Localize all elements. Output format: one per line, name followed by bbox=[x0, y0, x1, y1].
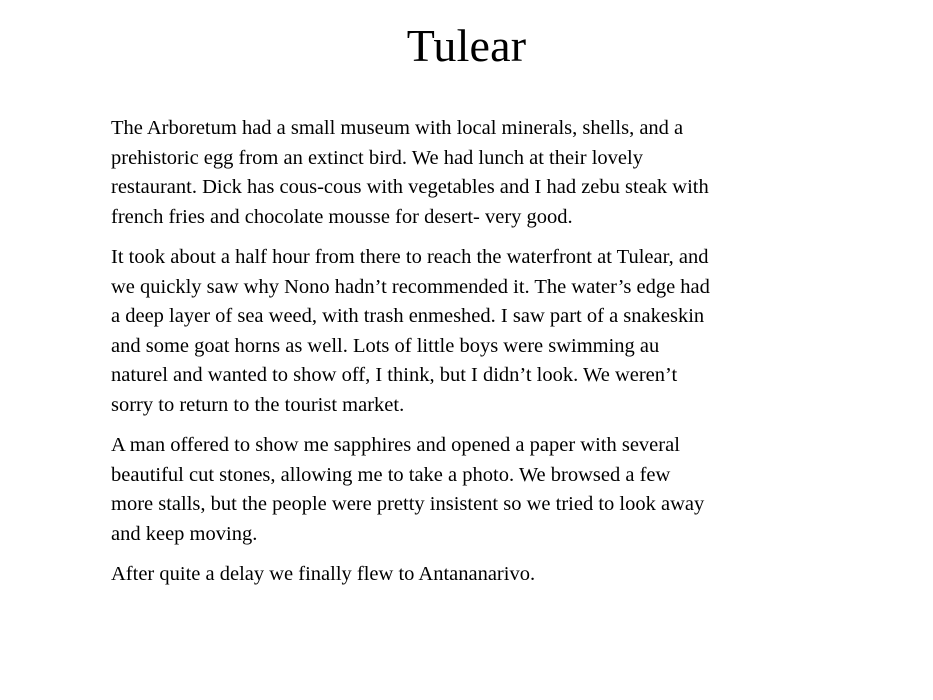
text-line: prehistoric egg from an extinct bird. We had lunch at their lovely bbox=[111, 146, 643, 169]
paragraph-arboretum bbox=[111, 114, 846, 232]
text-line: It took about a half hour from there to reach the waterfront at Tulear, and bbox=[111, 246, 709, 268]
page-title: Tulear bbox=[406, 20, 527, 71]
text-line: A man offered to show me sapphires and opened a paper with several bbox=[111, 434, 680, 456]
text-line: and keep moving. bbox=[111, 522, 258, 545]
text-line: more stalls, but the people were pretty insistent so we tried to look away bbox=[111, 493, 705, 515]
text-line: restaurant. Dick has cous-cous with vegetables and I had zebu steak with bbox=[111, 176, 709, 198]
text-line: and some goat horns as well. Lots of little boys were swimming au bbox=[111, 334, 660, 357]
text-line: french fries and chocolate mousse for desert- very good. bbox=[111, 205, 573, 228]
paragraph-flight bbox=[111, 560, 846, 590]
text-line: After quite a delay we finally flew to Antananarivo. bbox=[111, 563, 536, 585]
paragraph-waterfront bbox=[111, 243, 846, 420]
text-line: sorry to return to the tourist market. bbox=[111, 393, 405, 416]
text-line: The Arboretum had a small museum with local minerals, shells, and a bbox=[111, 117, 684, 139]
text-line: beautiful cut stones, allowing me to take a photo. We browsed a few bbox=[111, 463, 671, 486]
text-line: we quickly saw why Nono hadn’t recommended it. The water’s edge had bbox=[111, 275, 710, 298]
text-line: a deep layer of sea weed, with trash enmeshed. I saw part of a snakeskin bbox=[111, 305, 705, 327]
text-line: naturel and wanted to show off, I think, but I didn’t look. We weren’t bbox=[111, 364, 678, 386]
document-body bbox=[111, 114, 846, 601]
paragraph-sapphires bbox=[111, 431, 846, 549]
